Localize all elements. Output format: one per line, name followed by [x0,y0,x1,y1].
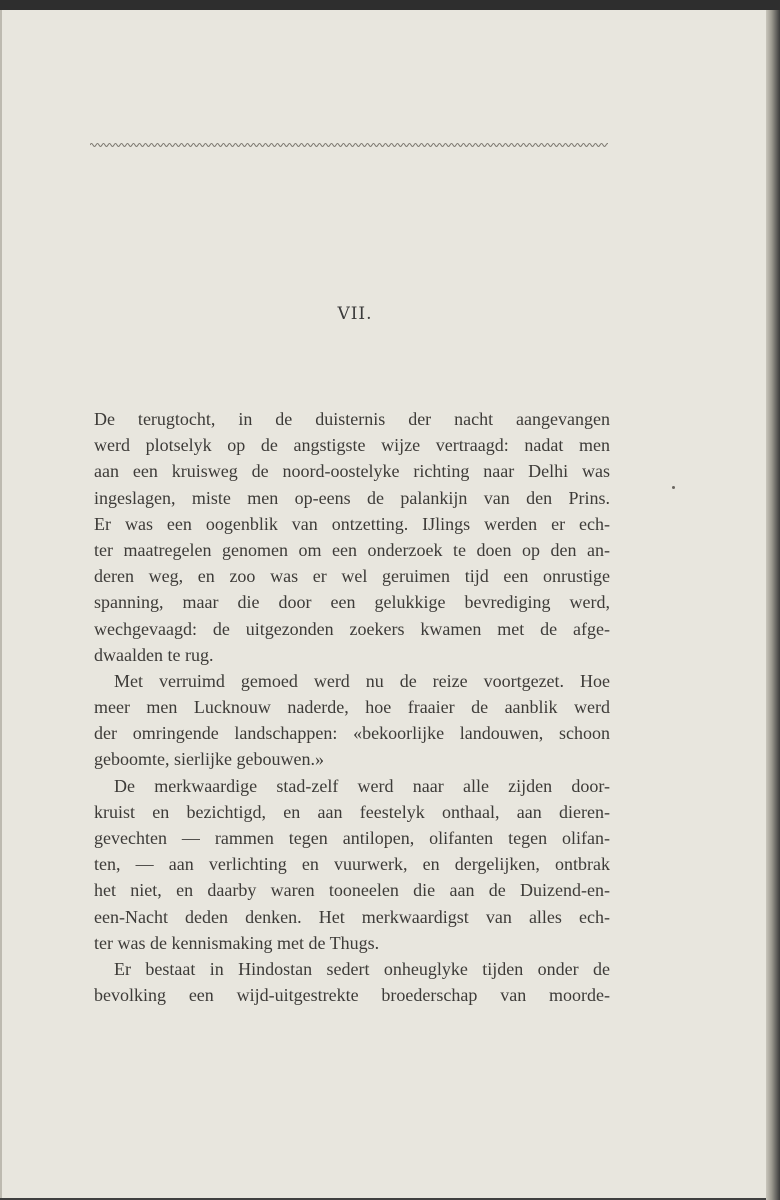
text-line: dwaalden te rug. [94,644,214,665]
wavy-rule-ornament [90,140,608,150]
text-line: bevolking een wijd-uitgestrekte broederschap van moorde- [94,985,610,1006]
text-line: ten, — aan verlichting en vuurwerk, en dergelijken, ontbrak [94,854,610,875]
paper-speck [672,486,675,489]
scan-top-border [0,0,780,10]
text-line: ter maatregelen genomen om een onderzoek te doen op den an- [94,539,610,560]
text-line: aan een kruisweg de noord-oostelyke richting naar Delhi was [94,461,610,482]
text-line: het niet, en daarby waren tooneelen die aan de Duizend-en- [94,880,610,901]
text-line: Met verruimd gemoed werd nu de reize voortgezet. Hoe [114,670,610,691]
text-line: der omringende landschappen: «bekoorlijke landouwen, schoon [94,723,610,744]
text-line: Er bestaat in Hindostan sedert onheuglyke tijden onder de [114,958,610,979]
text-line: een-Nacht deden denken. Het merkwaardigst van alles ech- [94,906,610,927]
text-line: ingeslagen, miste men op-eens de palankijn van den Prins. [94,487,610,508]
text-line: spanning, maar die door een gelukkige bevrediging werd, [94,592,610,613]
chapter-heading: VII. [337,304,373,324]
text-line: deren weg, en zoo was er wel geruimen tijd een onrustige [94,566,610,587]
text-line: Er was een oogenblik van ontzetting. IJlings werden er ech- [94,513,610,534]
page-edge-shadow [766,10,780,1200]
text-line: De merkwaardige stad-zelf werd naar alle zijden door- [114,775,610,796]
text-line: De terugtocht, in de duisternis der nacht aangevangen [94,409,610,429]
text-line: wechgevaagd: de uitgezonden zoekers kwamen met de afge- [94,618,610,639]
text-line: geboomte, sierlijke gebouwen.» [94,749,324,770]
body-text [94,406,610,1008]
text-line: meer men Lucknouw naderde, hoe fraaier de aanblik werd [94,697,610,718]
text-line: kruist en bezichtigd, en aan feestelyk onthaal, aan dieren- [94,801,610,822]
text-line: ter was de kennismaking met de Thugs. [94,932,380,953]
text-line: gevechten — rammen tegen antilopen, olifanten tegen olifan- [94,828,610,848]
text-line: werd plotselyk op de angstigste wijze vertraagd: nadat men [94,435,610,456]
